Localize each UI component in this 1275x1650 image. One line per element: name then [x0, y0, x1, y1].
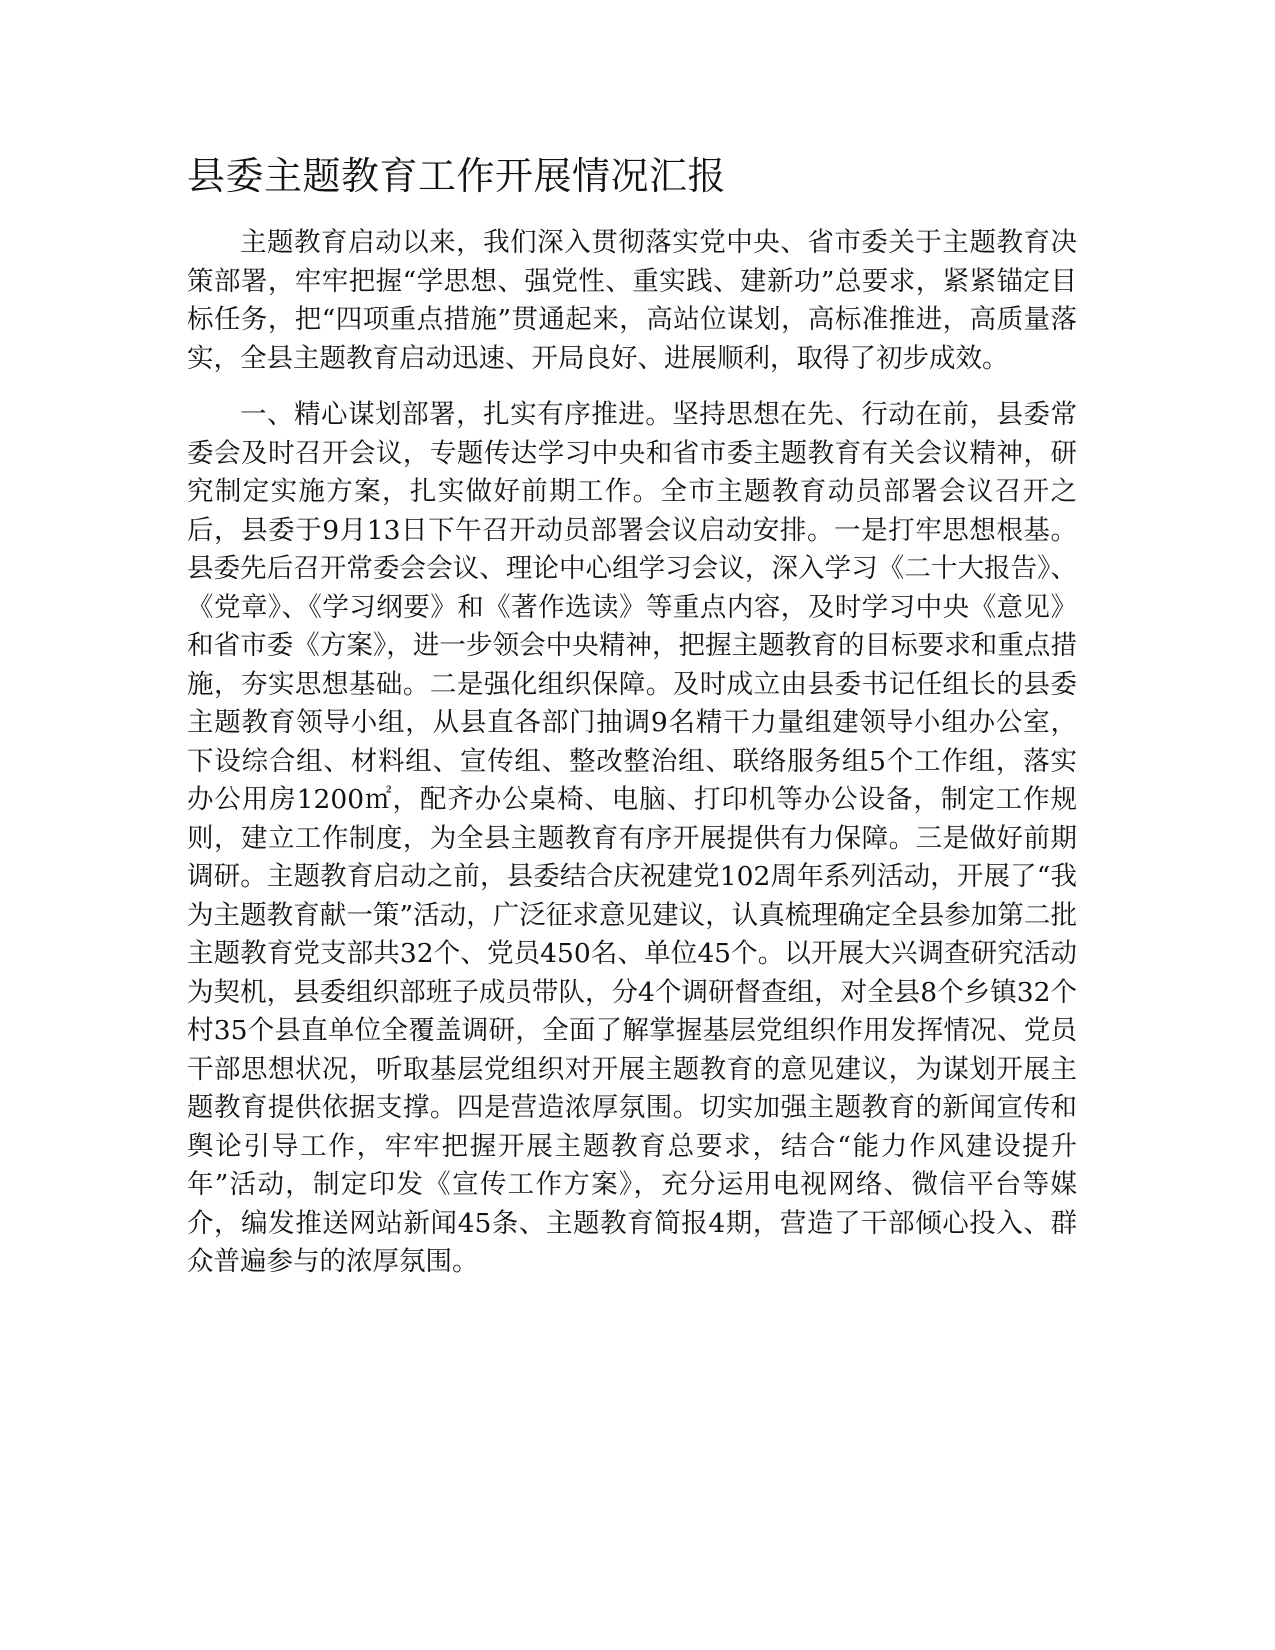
intro-paragraph: 主题教育启动以来，我们深入贯彻落实党中央、省市委关于主题教育决策部署，牢牢把握“学思想、强党性、重实践、建新功”总要求，紧紧锚定目标任务，把“四项重点措施”贯通起来，高站位谋划，高标准推进，高质量落实，全县主题教育启动迅速、开局良好、进展顺利，取得了初步成效。 — [187, 227, 1077, 374]
section-one-paragraph: 一、精心谋划部署，扎实有序推进。坚持思想在先、行动在前，县委常委会及时召开会议，专题传达学习中央和省市委主题教育有关会议精神，研究制定实施方案，扎实做好前期工作。全市主题教育动员部署会议召开之后，县委于9月13日下午召开动员部署会议启动安排。一是打牢思想根基。县委先后召开常委会会议、理论中心组学习会议，深入学习《二十大报告》、《党章》、《学习纲要》和《著作选读》等重点内容，及时学习中央《意见》和省市委《方案》，进一步领会中央精神，把握主题教育的目标要求和重点措施，夯实思想基础。二是强化组织保障。及时成立由县委书记任组长的县委主题教育领导小组，从县直各部门抽调9名精干力量组建领导小组办公室，下设综合组、材料组、宣传组、整改整治组、联络服务组5个工作组，落实办公用房1200㎡，配齐办公桌椅、电脑、打印机等办公设备，制定工作规则，建立工作制度，为全县主题教育有序开展提供有力保障。三是做好前期调研。主题教育启动之前，县委结合庆祝建党102周年系列活动，开展了“我为主题教育献一策”活动，广泛征求意见建议，认真梳理确定全县参加第二批主题教育党支部共32个、党员450名、单位45个。以开展大兴调查研究活动为契机，县委组织部班子成员带队，分4个调研督查组，对全县8个乡镇32个村35个县直单位全覆盖调研，全面了解掌握基层党组织作用发挥情况、党员干部思想状况，听取基层党组织对开展主题教育的意见建议，为谋划开展主题教育提供依据支撑。四是营造浓厚氛围。切实加强主题教育的新闻宣传和舆论引导工作，牢牢把握开展主题教育总要求，结合“能力作风建设提升年”活动，制定印发《宣传工作方案》，充分运用电视网络、微信平台等媒介，编发推送网站新闻45条、主题教育简报4期，营造了干部倾心投入、群众普遍参与的浓厚氛围。 — [187, 399, 1077, 1277]
document-body — [187, 224, 1077, 1282]
document-title: 县委主题教育工作开展情况汇报 — [187, 154, 727, 198]
